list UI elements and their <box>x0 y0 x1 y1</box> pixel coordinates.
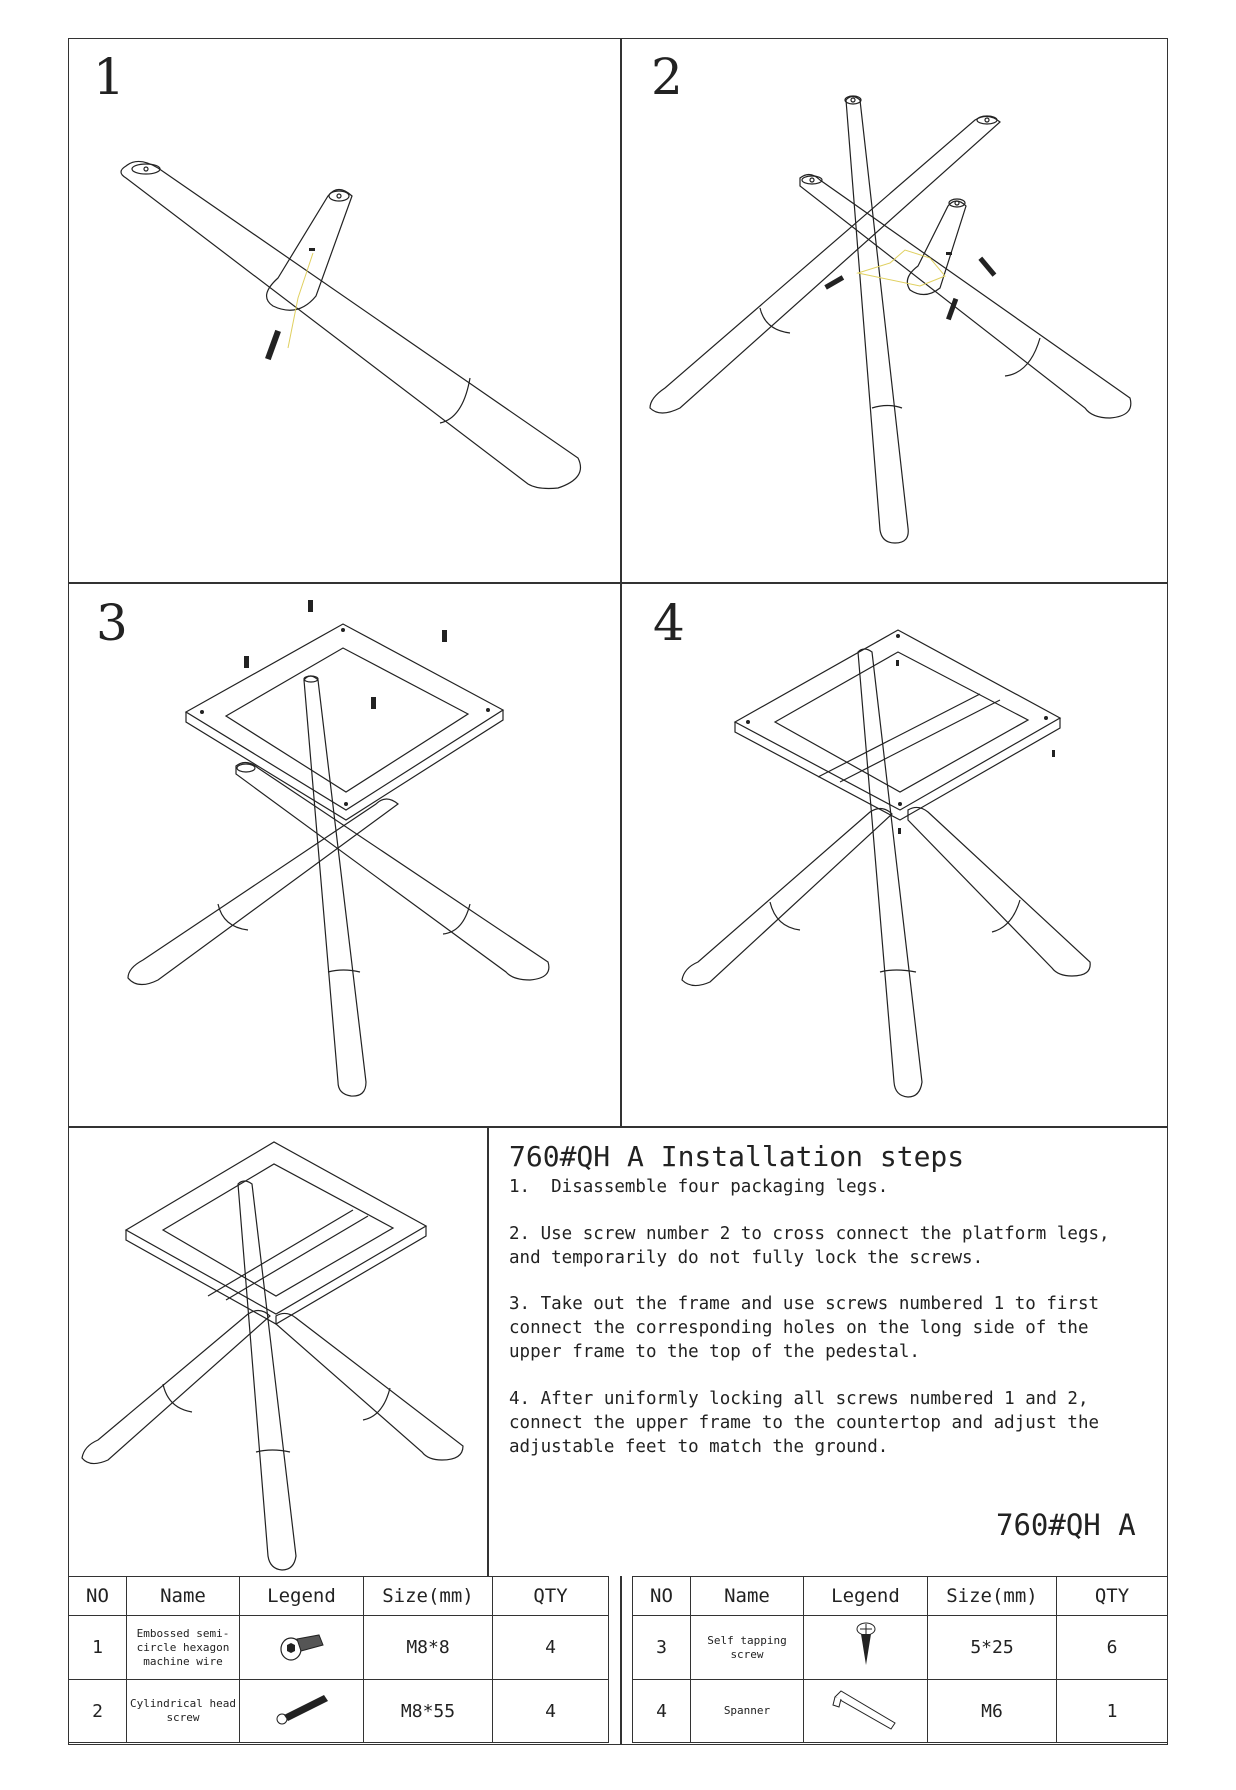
part-no: 3 <box>633 1616 691 1680</box>
step-number-3: 3 <box>96 594 128 652</box>
step-4-illustration <box>620 582 1168 1126</box>
button-head-screw-icon <box>277 1627 327 1663</box>
part-qty: 1 <box>1057 1680 1168 1743</box>
parts-table-left <box>68 1576 609 1743</box>
instruction-4: 4. After uniformly locking all screws numbered 1 and 2, connect the upper frame to the countertop and adjust the adjustable feet to match the ground. <box>509 1389 1110 1457</box>
header-name: Name <box>691 1577 804 1616</box>
part-qty: 4 <box>493 1680 609 1743</box>
step-number-4: 4 <box>653 594 685 652</box>
header-size: Size(mm) <box>928 1577 1057 1616</box>
hex-key-icon <box>831 1687 901 1731</box>
parts-table-right <box>632 1576 1168 1743</box>
part-name: Spanner <box>691 1680 804 1743</box>
instruction-3: 3. Take out the frame and use screws numbered 1 to first connect the corresponding holes on the long side of the upper frame to the top of the pedestal. <box>509 1294 1110 1362</box>
self-tapping-screw-icon <box>851 1621 881 1669</box>
part-size: M6 <box>928 1680 1057 1743</box>
step-3-illustration <box>68 582 620 1126</box>
header-qty: QTY <box>1057 1577 1168 1616</box>
model-number: 760#QH A <box>996 1508 1136 1542</box>
divider <box>487 1126 489 1576</box>
step-number-1: 1 <box>93 48 125 106</box>
part-no: 4 <box>633 1680 691 1743</box>
part-legend <box>804 1616 928 1680</box>
header-qty: QTY <box>493 1577 609 1616</box>
header-size: Size(mm) <box>364 1577 493 1616</box>
step-1-illustration <box>68 38 620 582</box>
part-qty: 6 <box>1057 1616 1168 1680</box>
part-name: Embossed semi-circle hexagon machine wire <box>127 1616 240 1680</box>
part-legend <box>240 1680 364 1743</box>
part-size: 5*25 <box>928 1616 1057 1680</box>
part-legend <box>804 1680 928 1743</box>
part-size: M8*8 <box>364 1616 493 1680</box>
header-name: Name <box>127 1577 240 1616</box>
part-no: 2 <box>69 1680 127 1743</box>
step-2-illustration <box>620 38 1168 582</box>
page-title: 760#QH A Installation steps <box>509 1140 965 1173</box>
divider <box>620 1576 622 1745</box>
assembled-illustration <box>68 1126 487 1576</box>
header-no: NO <box>633 1577 691 1616</box>
header-no: NO <box>69 1577 127 1616</box>
part-name: Self tapping screw <box>691 1616 804 1680</box>
part-qty: 4 <box>493 1616 609 1680</box>
part-size: M8*55 <box>364 1680 493 1743</box>
instruction-1: 1. Disassemble four packaging legs. <box>509 1177 889 1197</box>
instruction-2: 2. Use screw number 2 to cross connect the platform legs, and temporarily do not fully lock the screws. <box>509 1224 1121 1268</box>
step-number-2: 2 <box>651 48 683 106</box>
part-no: 1 <box>69 1616 127 1680</box>
cylindrical-screw-icon <box>272 1691 332 1727</box>
part-legend <box>240 1616 364 1680</box>
part-name: Cylindrical head screw <box>127 1680 240 1743</box>
header-legend: Legend <box>240 1577 364 1616</box>
header-legend: Legend <box>804 1577 928 1616</box>
